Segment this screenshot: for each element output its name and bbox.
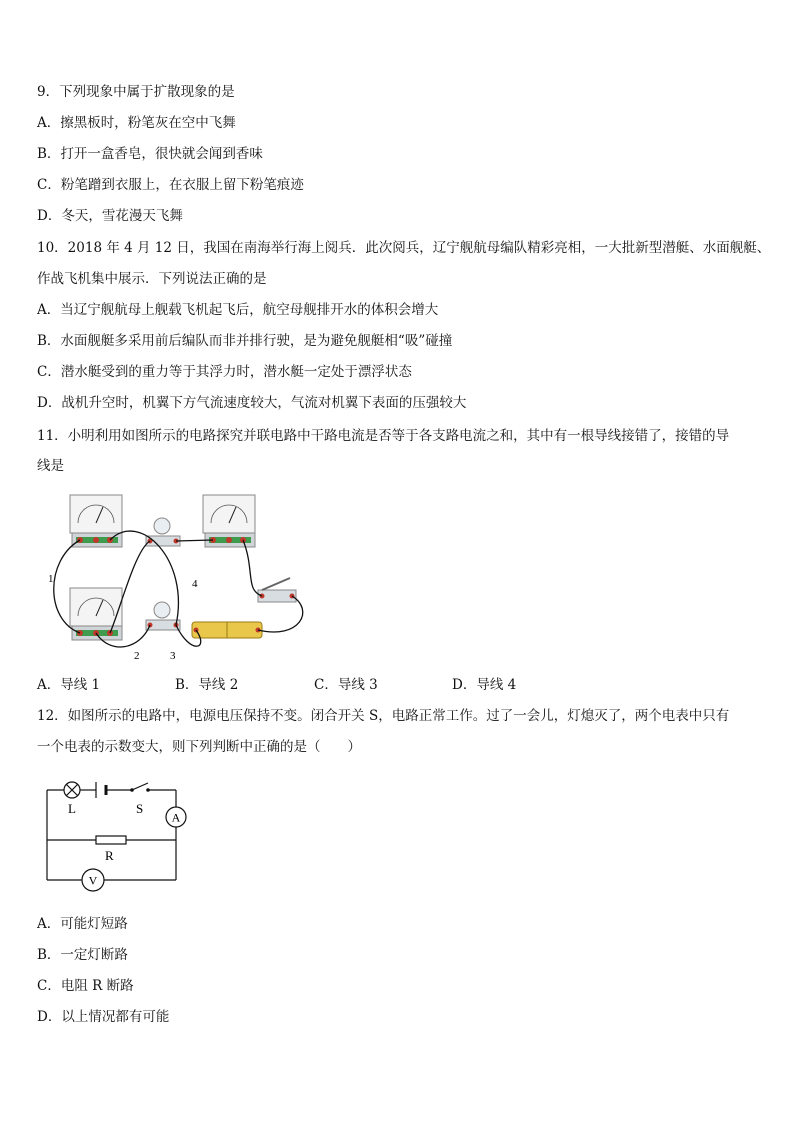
q11-option-a: A．导线 1 — [37, 677, 101, 693]
q12-option-b: B．一定灯断路 — [37, 947, 128, 963]
q11-stem-line2: 线是 — [37, 458, 64, 474]
q12-stem-line1: 12．如图所示的电路中，电源电压保持不变。闭合开关 S，电路正常工作。过了一会儿，灯熄灭了，两个电表中只有 — [37, 708, 730, 724]
q10-option-d: D．战机升空时，机翼下方气流速度较大，气流对机翼下表面的压强较大 — [37, 395, 467, 411]
battery-pack — [192, 622, 262, 638]
q9-stem: 9．下列现象中属于扩散现象的是 — [37, 84, 235, 100]
wire-label-1: 1 — [48, 573, 54, 585]
switch — [258, 578, 296, 602]
q11-circuit-photo — [40, 490, 310, 669]
switch-label: S — [136, 801, 144, 816]
q10-stem-line1: 10．2018 年 4 月 12 日，我国在南海举行海上阅兵．此次阅兵，辽宁舰航母编队精彩亮相，一大批新型潜艇、水面舰艇、 — [37, 240, 771, 256]
q9-option-b: B．打开一盒香皂，很快就会闻到香味 — [37, 146, 263, 162]
lamp-symbol — [64, 782, 80, 798]
wire-label-2: 2 — [134, 650, 140, 662]
q12-option-a: A．可能灯短路 — [37, 916, 128, 932]
q11-stem-line1: 11．小明利用如图所示的电路探究并联电路中干路电流是否等于各支路电流之和，其中有一根导线接错了，接错的导 — [37, 428, 730, 444]
wire-label-3: 3 — [170, 650, 176, 662]
resistor-label: R — [105, 848, 114, 863]
q10-option-b: B．水面舰艇多采用前后编队而非并排行驶，是为避免舰艇相“吸”碰撞 — [37, 333, 453, 349]
q10-option-a: A．当辽宁舰航母上舰载飞机起飞后，航空母舰排开水的体积会增大 — [37, 302, 439, 318]
q11-option-b: B．导线 2 — [175, 677, 239, 693]
ammeter-top-left — [70, 495, 122, 547]
q12-option-c: C．电阻 R 断路 — [37, 978, 134, 994]
q9-option-d: D．冬天，雪花漫天飞舞 — [37, 208, 183, 224]
bulb-bottom — [146, 602, 180, 630]
lamp-label: L — [68, 801, 76, 816]
q9-option-a: A．擦黑板时，粉笔灰在空中飞舞 — [37, 115, 236, 131]
q11-option-c: C．导线 3 — [314, 677, 378, 693]
q12-option-d: D．以上情况都有可能 — [37, 1009, 170, 1025]
switch-symbol — [130, 783, 150, 792]
bulb-top — [146, 518, 180, 546]
q11-option-d: D．导线 4 — [452, 677, 517, 693]
q11-options-row — [37, 676, 757, 694]
resistor-symbol — [96, 836, 126, 844]
ammeter-label: A — [171, 810, 181, 825]
wire-label-4: 4 — [192, 578, 198, 590]
voltmeter-symbol — [82, 869, 104, 891]
battery-symbol — [96, 782, 106, 798]
q12-stem-line2: 一个电表的示数变大，则下列判断中正确的是（ ） — [37, 739, 361, 755]
q12-circuit-svg — [40, 775, 200, 895]
voltmeter-label: V — [88, 873, 98, 888]
q9-option-c: C．粉笔蹭到衣服上，在衣服上留下粉笔痕迹 — [37, 177, 304, 193]
q10-stem-line2: 作战飞机集中展示．下列说法正确的是 — [37, 271, 267, 287]
q11-circuit-svg — [40, 490, 310, 665]
q12-circuit-diagram — [40, 775, 200, 899]
ammeter-top-right — [203, 495, 255, 547]
q10-option-c: C．潜水艇受到的重力等于其浮力时，潜水艇一定处于漂浮状态 — [37, 364, 412, 380]
ammeter-symbol — [166, 807, 186, 827]
